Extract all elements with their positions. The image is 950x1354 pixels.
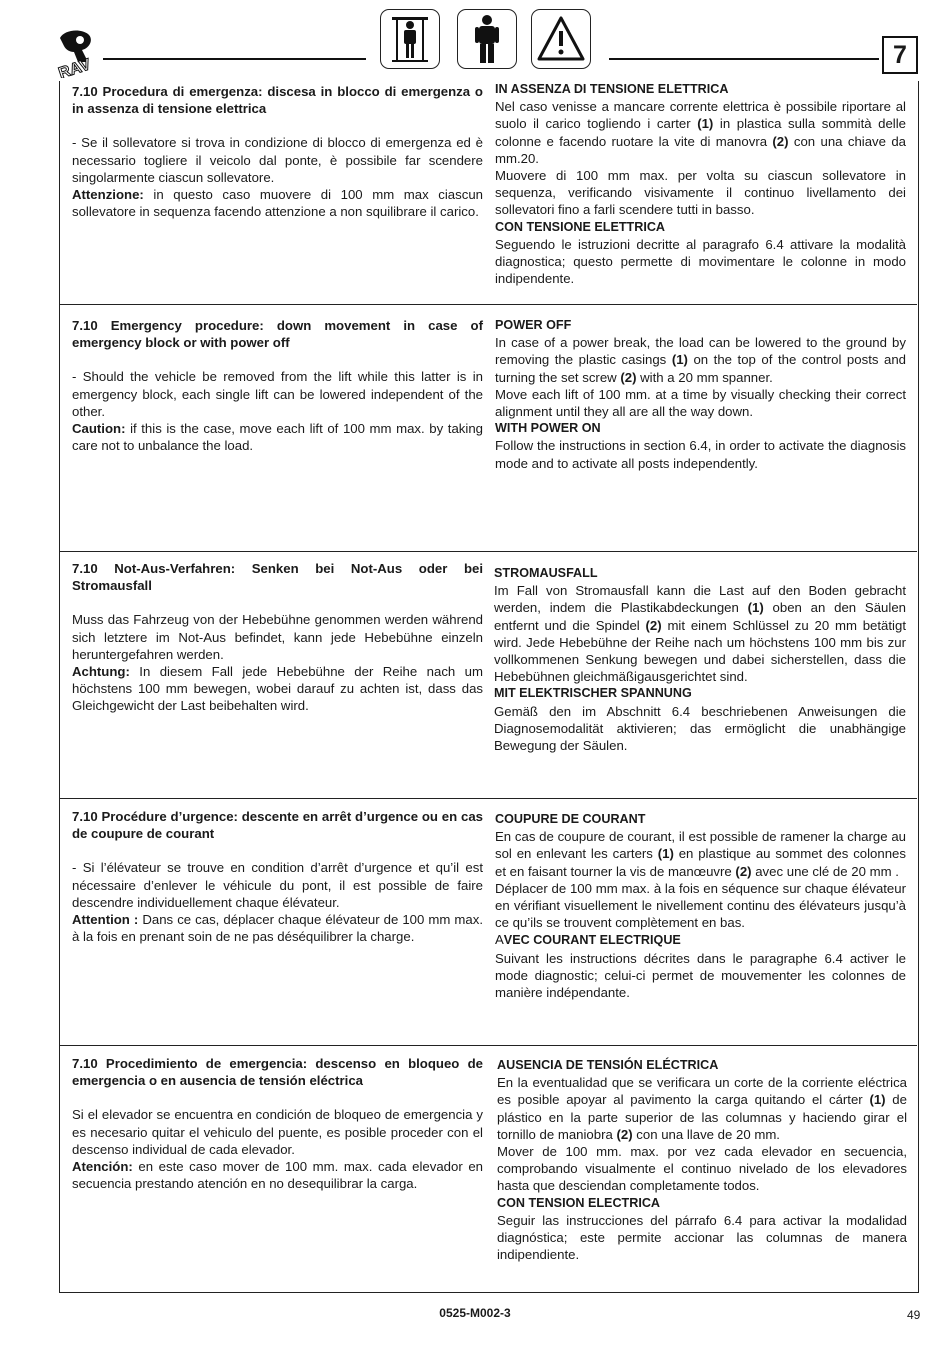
text-part: en plastique au sommet des colonnes et en faisant tourner la vis de manœuvre xyxy=(495,846,906,879)
warning-label: Atención: xyxy=(72,1159,133,1175)
power-on-heading-line xyxy=(495,931,906,949)
section-right-column xyxy=(497,1057,907,1263)
text-part: con una llave de 20 mm. xyxy=(632,1126,780,1142)
warning-paragraph xyxy=(72,420,483,454)
move-instructions: Mover de 100 mm. max. por vez cada elevador en secuencia, comprobando visualmente el continuo nivelado de los elevadores hasta que desciendan completamente todos. xyxy=(497,1144,907,1194)
intro-text: Si el elevador se encuentra en condición de bloqueo de emergencia y es necesario quitar el vehiculo del puente, es posible proceder con el descenso individual de cada elevador. xyxy=(72,1107,483,1157)
move-instructions: Muovere di 100 mm max. per volta su ciascun sollevatore in sequenza, verificando visivamente il continuo livellamento dei sollevatori fino a farli scendere tutti in basso. xyxy=(495,168,906,218)
warning-text: In diesem Fall jede Hebebühne der Reihe nach um höchstens 100 mm bewegen, wobei darauf zu achten ist, dass das Gleichgewicht der Last beibehalten wird. xyxy=(72,664,483,714)
section-left-column xyxy=(72,317,483,454)
power-on-text: Gemäß den im Abschnitt 6.4 beschriebenen Anweisungen die Diagnosemodalität aktivieren; das ermöglicht die unabhängige Bewegung der Säulen. xyxy=(494,703,906,754)
intro-text: - Se il sollevatore si trova in condizione di blocco di emergenza ed è necessario togliere il veicolo dal ponte, è possibile far scendere singolarmente ciascun sollevatore. xyxy=(72,135,483,185)
section-title: 7.10 Procédure d’urgence: descente en arrêt d’urgence ou en cas de coupure de courant xyxy=(72,809,483,842)
text-part: In case of a power break, the load can be lowered to the ground by removing the plastic casings xyxy=(495,335,906,368)
logo-text: RAV xyxy=(56,56,93,78)
text-part: with a 20 mm spanner. xyxy=(636,369,773,385)
text-part: Im Fall von Stromausfall kann die Last auf den Boden gebracht werden, indem die Plastikabdeckungen xyxy=(494,583,906,616)
text-part: on the top of the control posts and turning the set screw xyxy=(495,352,906,385)
text-part: En la eventualidad que se verificara un corte de la corriente eléctrica es posible apoyar al pavimento la carga quitando el cárter xyxy=(497,1075,907,1108)
section-left-column xyxy=(72,83,483,220)
section-title: 7.10 Procedura di emergenza: discesa in blocco di emergenza o in assenza di tensione elettrica xyxy=(72,84,483,117)
power-off-heading: AUSENCIA DE TENSIÓN ELÉCTRICA xyxy=(497,1058,719,1072)
intro-text: - Should the vehicle be removed from the lift while this latter is in emergency block, each single lift can be lowered independent of the other. xyxy=(72,369,483,419)
power-on-heading: WITH POWER ON xyxy=(495,421,601,436)
power-on-heading: MIT ELEKTRISCHER SPANNUNG xyxy=(494,686,692,701)
power-off-text xyxy=(497,1074,907,1143)
section-french xyxy=(60,799,917,1046)
section-right-column xyxy=(495,317,906,472)
text-part: avec une clé de 20 mm . xyxy=(751,863,899,879)
power-off-text xyxy=(494,582,906,685)
ref-number: (1) xyxy=(747,600,764,616)
power-off-heading: IN ASSENZA DI TENSIONE ELETTRICA xyxy=(495,82,729,96)
warning-text: Dans ce cas, déplacer chaque élévateur de 100 mm max. à la fois en prenant soin de ne pas déséquilibrer la charge. xyxy=(72,912,483,945)
power-on-text: Seguendo le istruzioni decritte al paragrafo 6.4 attivare la modalità diagnostica; questo permette di movimentare le colonne in modo indipendente. xyxy=(495,236,906,287)
brand-logo xyxy=(54,28,100,78)
section-title: 7.10 Not-Aus-Verfahren: Senken bei Not-Aus oder bei Stromausfall xyxy=(72,561,483,594)
intro-text: Muss das Fahrzeug von der Hebebühne genommen werden während sich letztere im Not-Aus befindet, kann jede Hebebühne einzeln heruntergefahren werden. xyxy=(72,612,483,662)
text-part: in plastica sulla sommità delle colonne e facendo ruotare la vite di manovra xyxy=(495,116,907,149)
header-rule-right xyxy=(609,58,879,60)
page-header xyxy=(0,0,950,88)
warning-label: Attention : xyxy=(72,912,139,928)
warning-text: in questo caso muovere di 100 mm max ciascun sollevatore in sequenza facendo attenzione a non squilibrare il carico. xyxy=(72,187,483,220)
text-part: mit einem Schlüssel zu 20 mm betätigt wird. Jede Hebebühne der Reihe nach um höchstens 100 mm bis zur vollkommenen Senkung bewegen und dabei sicherstellen, dass die Hebebühnen gleichmäßigausgerichtet sind. xyxy=(494,617,906,685)
text-part: En cas de coupure de courant, il est possible de ramener la charge au sol en enlevant les carters xyxy=(495,829,906,862)
header-rule-left xyxy=(103,58,366,60)
power-off-text xyxy=(495,334,906,386)
warning-paragraph xyxy=(72,1158,483,1192)
power-on-heading: VEC COURANT ELECTRIQUE xyxy=(503,933,681,948)
warning-triangle-icon xyxy=(531,9,591,69)
page-number: 49 xyxy=(907,1308,921,1322)
ref-number: (2) xyxy=(735,863,752,879)
warning-paragraph xyxy=(72,911,483,945)
power-off-heading: COUPURE DE COURANT xyxy=(495,812,646,826)
move-instructions: Déplacer de 100 mm max. à la fois en séquence sur chaque élévateur en vérifiant visuellement le nivellement continu des élévateurs jusqu’à ce qu’ils se trouvent complètement en bas. xyxy=(495,880,906,931)
ref-number: (1) xyxy=(697,116,714,132)
text-part: oben an den Säulen entfernt und die Spindel xyxy=(494,600,906,633)
text-part: Nel caso venisse a mancare corrente elettrica è possibile riportare al suolo il carico togliendo i carter xyxy=(495,99,906,132)
section-title: 7.10 Procedimiento de emergencia: descenso en bloqueo de emergencia o en ausencia de tensión eléctrica xyxy=(72,1056,483,1089)
intro-text: - Si l’élévateur se trouve en condition d’arrêt d’urgence et qu’il est nécessaire d’enlever le véhicule du pont, il est possible de faire descendre individuellement chaque élévateur. xyxy=(72,860,483,910)
section-left-column xyxy=(72,1055,483,1192)
ref-number: (1) xyxy=(657,846,674,862)
ref-number: (2) xyxy=(772,133,789,149)
text-part: con una chiave da mm.20. xyxy=(495,133,906,166)
power-off-heading: STROMAUSFALL xyxy=(494,566,598,580)
warning-paragraph xyxy=(72,186,483,220)
section-english xyxy=(60,305,917,552)
section-title: 7.10 Emergency procedure: down movement in case of emergency block or with power off xyxy=(72,318,483,351)
document-code: 0525-M002-3 xyxy=(439,1306,511,1320)
chapter-number: 7 xyxy=(882,36,918,74)
heading-prefix: A xyxy=(495,932,504,948)
power-on-text: Seguir las instrucciones del párrafo 6.4 para activar la modalidad diagnóstica; este permite accionar las columnas de manera indipendiente. xyxy=(497,1212,907,1263)
section-left-column xyxy=(72,560,483,715)
section-italian xyxy=(60,81,917,305)
section-right-column xyxy=(494,565,906,754)
warning-label: Attenzione: xyxy=(72,187,144,203)
operator-on-lift-icon xyxy=(380,9,440,69)
power-on-heading: CON TENSION ELECTRICA xyxy=(497,1195,661,1210)
power-off-heading: POWER OFF xyxy=(495,318,572,332)
warning-text: if this is the case, move each lift of 100 mm max. by taking care not to unbalance the load. xyxy=(72,421,483,454)
section-right-column xyxy=(495,811,906,1001)
content-frame xyxy=(59,81,919,1293)
power-on-text: Suivant les instructions décrites dans le paragraphe 6.4 activer le mode diagnostic; celui-ci permet de mouvementer les colonnes de manière indépendante. xyxy=(495,950,906,1001)
section-spanish xyxy=(60,1046,917,1293)
warning-paragraph xyxy=(72,663,483,715)
ref-number: (1) xyxy=(671,352,688,368)
ref-number: (2) xyxy=(616,1126,633,1142)
warning-text: en este caso mover de 100 mm. max. cada elevador en secuencia prestando atención en no desequilibrar la carga. xyxy=(72,1159,483,1192)
warning-label: Achtung: xyxy=(72,664,130,680)
worker-icon xyxy=(457,9,517,69)
section-left-column xyxy=(72,808,483,945)
power-off-text xyxy=(495,98,906,167)
text-part: de plástico en la parte superior de las columnas y haciendo girar el tornillo de maniobra xyxy=(497,1092,907,1142)
section-german xyxy=(60,552,917,799)
section-right-column xyxy=(495,81,906,287)
ref-number: (2) xyxy=(645,617,662,633)
warning-label: Caution: xyxy=(72,421,126,437)
power-on-heading: CON TENSIONE ELETTRICA xyxy=(495,219,666,234)
ref-number: (2) xyxy=(620,369,637,385)
power-on-text: Follow the instructions in section 6.4, in order to activate the diagnosis mode and to activate all posts independently. xyxy=(495,438,906,471)
power-off-text xyxy=(495,828,906,880)
move-instructions: Move each lift of 100 mm. at a time by visually checking their correct alignment until they all are all the way down. xyxy=(495,386,906,420)
ref-number: (1) xyxy=(869,1092,886,1108)
